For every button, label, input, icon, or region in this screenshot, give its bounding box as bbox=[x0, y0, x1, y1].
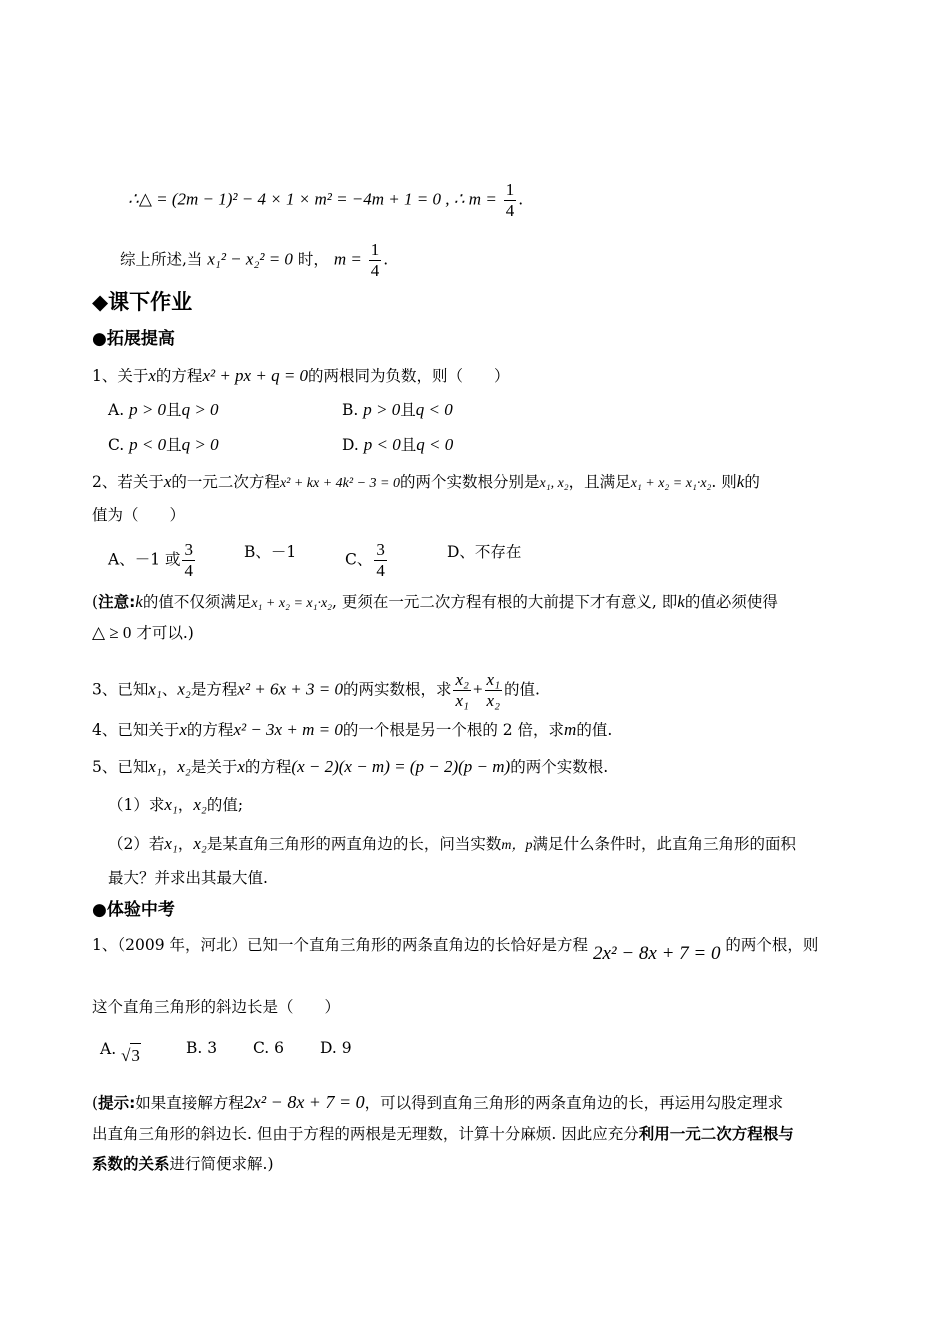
hint-line-3: 系数的关系进行简便求解.) bbox=[92, 1155, 274, 1173]
solution-line-1: ∴△ = (2m − 1)² − 4 × 1 × m² = −4m + 1 = 0 , ∴ m = $\frac{1}{4}$ . bbox=[128, 180, 524, 220]
solution-line-2: 综上所述,当 x₁² − x₂² = 0 时， m = $\frac{1}{4}$ . bbox=[120, 240, 389, 280]
question-5-part-2: （2）若x₁，x₂是某直角三角形的两直角边的长，问当实数m，p满足什么条件时，此直角三角形的面积 bbox=[108, 834, 796, 853]
question-5: 5、已知x₁，x₂是关于x的方程(x − 2)(x − m) = (p − 2)(p − m)的两个实数根. bbox=[92, 757, 609, 776]
q1-option-b[interactable]: B. p > 0且q < 0 bbox=[342, 400, 453, 419]
question-2: 2、若关于x的一元二次方程x² + kx + 4k² − 3 = 0的两个实数根分别是x₁, x₂，且满足x₁ + x₂ = x₁·x₂. 则k的 bbox=[92, 472, 760, 491]
question-5-part-1: （1）求x₁，x₂的值; bbox=[108, 795, 244, 814]
exam-q1-option-b[interactable]: B. 3 bbox=[186, 1039, 218, 1057]
question-5-part-2-line-2: 最大？并求出其最大值. bbox=[108, 869, 268, 887]
exam-q1-option-a[interactable]: A. √3 bbox=[100, 1036, 141, 1061]
subsection-title-extension: ●拓展提高 bbox=[92, 329, 175, 349]
exam-q1-option-d[interactable]: D. 9 bbox=[320, 1039, 352, 1057]
exam-question-1-line-2: 这个直角三角形的斜边长是（ ） bbox=[92, 998, 341, 1016]
fraction-one-quarter: $\frac{1}{4}$ bbox=[505, 180, 515, 220]
fraction-x2-over-x1: $\frac{\text{x₂}}{\text{x₁}}$ bbox=[455, 670, 469, 710]
q1-option-d[interactable]: D. p < 0且q < 0 bbox=[342, 435, 454, 454]
note-line-1: (注意:k的值不仅须满足x₁ + x₂ = x₁·x₂, 更须在一元二次方程有根的大前提下才有意义, 即k的值必须使得 bbox=[92, 592, 778, 611]
q2-option-a[interactable]: A、－1 或 $\frac{3}{4}$ bbox=[108, 540, 193, 580]
q2-option-d[interactable]: D、不存在 bbox=[447, 543, 522, 561]
exam-q1-option-c[interactable]: C. 6 bbox=[253, 1039, 285, 1057]
section-title: ◆课下作业 bbox=[92, 290, 193, 314]
q2-option-c[interactable]: C、 $\frac{3}{4}$ bbox=[345, 540, 385, 580]
q2-option-b[interactable]: B、－1 bbox=[244, 543, 297, 561]
exam-question-1: 1、（2009 年，河北）已知一个直角三角形的两条直角边的长恰好是方程 2x² − 8x + 7 = 0 的两个根，则 bbox=[92, 936, 819, 964]
q1-option-c[interactable]: C. p < 0且q > 0 bbox=[108, 435, 219, 454]
q1-option-a[interactable]: A. p > 0且q > 0 bbox=[108, 400, 219, 419]
note-label: 注意: bbox=[98, 593, 136, 611]
fraction-x1-over-x2: $\frac{\text{x₁}}{\text{x₂}}$ bbox=[486, 670, 500, 710]
fraction-one-quarter-2: $\frac{1}{4}$ bbox=[370, 240, 380, 280]
question-4: 4、已知关于x的方程x² − 3x + m = 0的一个根是另一个根的 2 倍，求m的值. bbox=[92, 720, 613, 739]
question-3: 3、已知x₁、x₂是方程x² + 6x + 3 = 0的两实数根，求 $\frac{\text{x₂}}{\text{x₁}}$ + $\frac{\text{x₁}}{\text{x₂}}$ 的值. bbox=[92, 670, 540, 710]
note-line-2: △ ≥ 0 才可以.) bbox=[92, 623, 194, 642]
sqrt-three: √3 bbox=[121, 1047, 141, 1065]
question-2-line-2: 值为（ ） bbox=[92, 506, 186, 524]
hint-line-2: 出直角三角形的斜边长. 但由于方程的两根是无理数，计算十分麻烦. 因此应充分利用一元二次方程根与 bbox=[92, 1125, 794, 1143]
solution-math-1: ∴△ = (2m − 1)² − 4 × 1 × m² = −4m + 1 = 0 , ∴ m = bbox=[128, 189, 497, 209]
hint-label: 提示: bbox=[98, 1094, 136, 1112]
subsection-title-exam: ●体验中考 bbox=[92, 900, 175, 920]
question-1: 1、关于x的方程x² + px + q = 0的两根同为负数，则（ ） bbox=[92, 366, 510, 385]
hint-line-1: (提示:如果直接解方程2x² − 8x + 7 = 0，可以得到直角三角形的两条直角边的长，再运用勾股定理求 bbox=[92, 1092, 784, 1112]
